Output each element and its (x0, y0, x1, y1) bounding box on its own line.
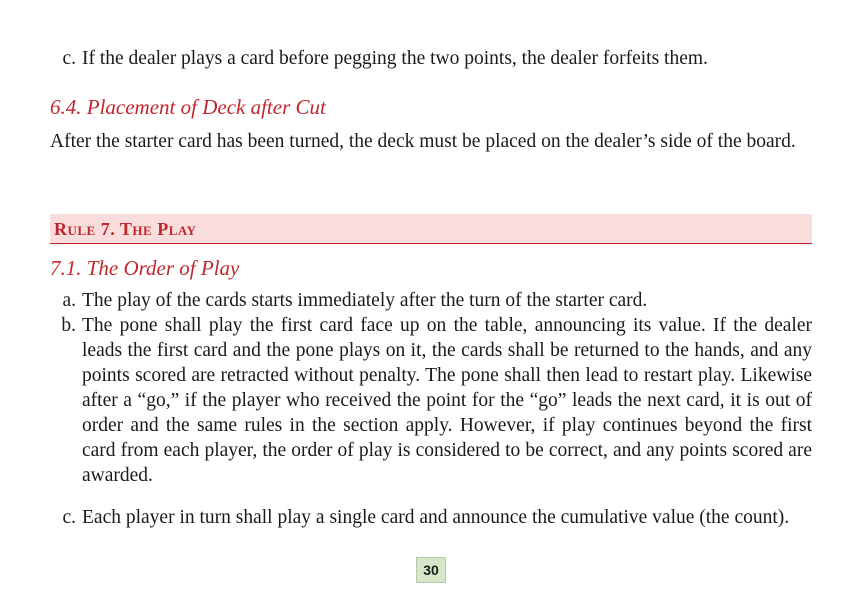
section-heading-6-4: 6.4. Placement of Deck after Cut (50, 95, 326, 119)
list-marker: a. (62, 290, 76, 311)
list-item-text: The play of the cards starts immediately after the turn of the starter card. (82, 290, 648, 311)
list-item (50, 313, 812, 488)
rule-title: Rule 7. The Play (54, 219, 197, 239)
page-number: 30 (416, 557, 446, 583)
rule-header-bar (50, 214, 812, 244)
document-page (50, 0, 812, 600)
list-item-text: If the dealer plays a card before pegging the two points, the dealer forfeits them. (82, 48, 708, 69)
list-marker: c. (62, 507, 76, 528)
list-item-text: The pone shall play the first card face up on the table, announcing its value. If the dealer leads the first card and the pone plays on it, the cards shall be returned to the hands, and any points scored are retracted without penalty. The pone shall then lead to restart play. Likewise after a “go,” if the player who received the point for the “go” leads the next card, it is out of order and the same rules in the section apply. However, if play continues beyond the first card from each player, the order of play is considered to be correct, and any points scored are awarded. (82, 315, 812, 486)
list-item (50, 288, 812, 313)
list-marker: c. (62, 48, 76, 69)
section-heading-7-1: 7.1. The Order of Play (50, 256, 240, 280)
list-marker: b. (61, 315, 76, 336)
list-item (50, 46, 812, 71)
section-6-4-paragraph: After the starter card has been turned, the deck must be placed on the dealer’s side of the board. (50, 131, 796, 152)
list-item (50, 505, 812, 530)
list-item-text: Each player in turn shall play a single card and announce the cumulative value (the count). (82, 507, 790, 528)
